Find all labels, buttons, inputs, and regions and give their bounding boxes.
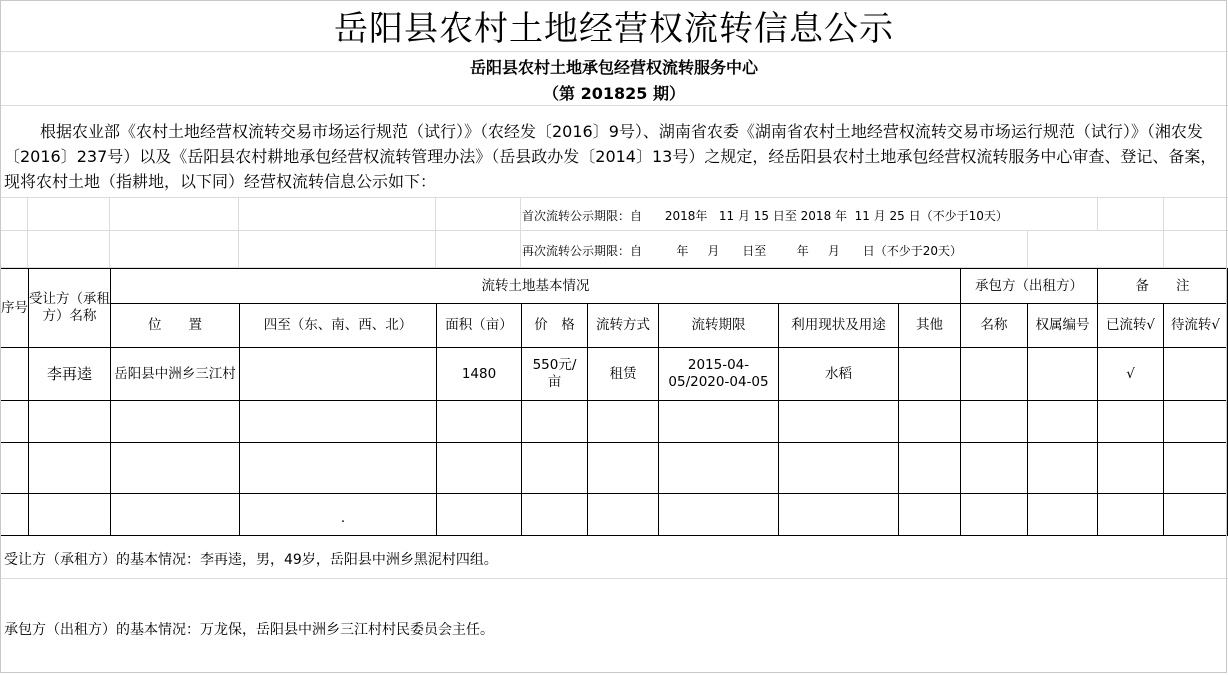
cell-transferee: [29, 443, 111, 494]
cell-area: [437, 443, 522, 494]
cell-ownership-no: [1028, 494, 1098, 536]
cell-transferee: [29, 494, 111, 536]
cell-usage: [779, 494, 899, 536]
contractor-info: 承包方（出租方）的基本情况：万龙保，岳阳县中洲乡三江村村民委员会主任。: [4, 622, 494, 638]
cell-transferred: [1098, 401, 1164, 443]
cell-price: [522, 401, 588, 443]
cell-price: 550元/亩: [522, 348, 588, 401]
cell-pending: [1164, 494, 1228, 536]
cell-name: [961, 348, 1028, 401]
cell-seq: [1, 401, 29, 443]
header-seq: 序号: [1, 269, 29, 348]
cell-name: [961, 494, 1028, 536]
header-area: 面积（亩）: [437, 304, 522, 348]
cell-transferred: √: [1098, 348, 1164, 401]
notice-second-row: [0, 231, 1228, 268]
land-transfer-table: [0, 268, 1228, 536]
cell-method: [588, 494, 659, 536]
cell-name: [961, 401, 1028, 443]
header-contractor: 承包方（出租方）: [961, 269, 1098, 304]
table-row: [1, 348, 1228, 401]
cell-location: [111, 443, 240, 494]
issue-number: （第 201825 期）: [543, 84, 685, 103]
cell-area: [437, 494, 522, 536]
cell-ownership-no: [1028, 401, 1098, 443]
header-ownership-no: 权属编号: [1028, 304, 1098, 348]
cell-other: [899, 494, 961, 536]
subtitle-block: [0, 52, 1228, 106]
header-other: 其他: [899, 304, 961, 348]
cell-method: [588, 401, 659, 443]
header-name: 名称: [961, 304, 1028, 348]
header-row-1: [1, 269, 1228, 304]
cell-location: [111, 494, 240, 536]
cell-location: 岳阳县中洲乡三江村: [111, 348, 240, 401]
cell-period: [659, 494, 779, 536]
header-location: 位 置: [111, 304, 240, 348]
cell-price: [522, 494, 588, 536]
cell-usage: 水稻: [779, 348, 899, 401]
header-pending: 待流转√: [1164, 304, 1228, 348]
cell-ownership-no: [1028, 348, 1098, 401]
table-row: [1, 401, 1228, 443]
notice-first-row: [0, 198, 1228, 231]
cell-price: [522, 443, 588, 494]
cell-period: 2015-04-05/2020-04-05: [659, 348, 779, 401]
first-notice-period: 首次流转公示期限：自 2018年 11 月 15 日至 2018 年 11 月 25 日（不少于10天）: [522, 209, 1008, 223]
cell-name: [961, 443, 1028, 494]
cell-seq: [1, 443, 29, 494]
cell-boundaries: [240, 348, 437, 401]
header-method: 流转方式: [588, 304, 659, 348]
page-title: 岳阳县农村土地经营权流转信息公示: [0, 0, 1228, 52]
second-notice-period: 再次流转公示期限：自 年 月 日至 年 月 日（不少于20天）: [522, 244, 963, 258]
header-row-2: [1, 304, 1228, 348]
cell-period: [659, 443, 779, 494]
cell-method: 租赁: [588, 348, 659, 401]
cell-transferred: [1098, 443, 1164, 494]
transferee-info: 受让方（承租方）的基本情况：李再逵，男，49岁，岳阳县中洲乡黑泥村四组。: [0, 536, 1228, 579]
header-usage: 利用现状及用途: [779, 304, 899, 348]
cell-location: [111, 401, 240, 443]
cell-transferee: [29, 401, 111, 443]
cell-usage: [779, 443, 899, 494]
table-row: [1, 443, 1228, 494]
cell-area: 1480: [437, 348, 522, 401]
cell-other: [899, 348, 961, 401]
cell-usage: [779, 401, 899, 443]
cell-seq: [1, 494, 29, 536]
header-remarks: 备 注: [1098, 269, 1228, 304]
cell-method: [588, 443, 659, 494]
table-row: [1, 494, 1228, 536]
cell-seq: [1, 348, 29, 401]
header-price: 价 格: [522, 304, 588, 348]
header-land-info: 流转土地基本情况: [111, 269, 961, 304]
cell-other: [899, 443, 961, 494]
cell-other: [899, 401, 961, 443]
intro-paragraph: 根据农业部《农村土地经营权流转交易市场运行规范（试行）》（农经发〔2016〕9号）、湖南省农委《湖南省农村土地经营权流转交易市场运行规范（试行）》（湘农发〔2016〕237号）以及《岳阳县农村耕地承包经营权流转管理办法》（岳县政办发〔2014〕13号）之规定，经岳阳县农村土地承包经营权流转服务中心审查、登记、备案，现将农村土地（指耕地，以下同）经营权流转信息公示如下：: [0, 106, 1228, 198]
cell-area: [437, 401, 522, 443]
cell-transferred: [1098, 494, 1164, 536]
cell-boundaries: [240, 401, 437, 443]
header-transferee: 受让方（承租方）名称: [29, 269, 111, 348]
header-period: 流转期限: [659, 304, 779, 348]
cell-period: [659, 401, 779, 443]
cell-boundaries: .: [240, 494, 437, 536]
organization-name: 岳阳县农村土地承包经营权流转服务中心: [469, 58, 758, 77]
cell-pending: [1164, 348, 1228, 401]
cell-boundaries: [240, 443, 437, 494]
cell-pending: [1164, 401, 1228, 443]
cell-ownership-no: [1028, 443, 1098, 494]
header-transferred: 已流转√: [1098, 304, 1164, 348]
header-boundaries: 四至（东、南、西、北）: [240, 304, 437, 348]
cell-pending: [1164, 443, 1228, 494]
cell-transferee: 李再逵: [29, 348, 111, 401]
